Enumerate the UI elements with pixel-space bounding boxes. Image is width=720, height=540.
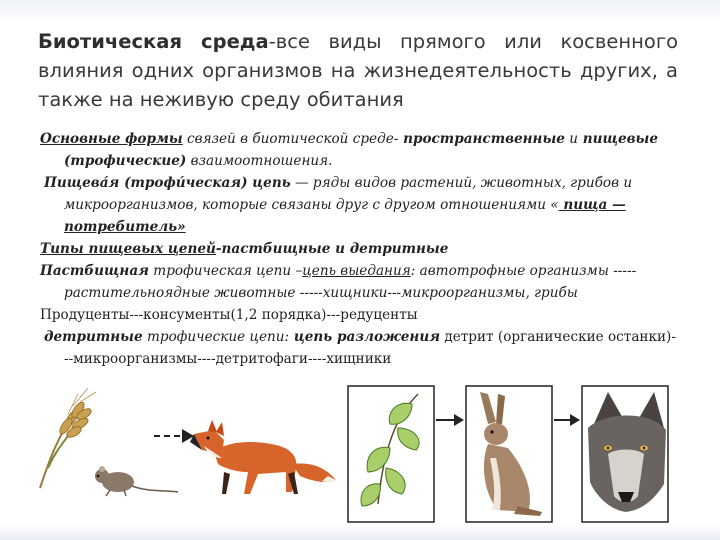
paragraph-food-chain [40, 172, 680, 238]
paragraph-main-forms [40, 128, 680, 172]
chain-types-list: -пастбищные и детритные [215, 241, 449, 257]
title-definition: -все виды прямого или косвенного влияния одних организмов на жизнедеятельность других, а также на неживую среду обитания [38, 30, 678, 111]
food-chain-definition: — ряды видов растений, животных, грибов и микроорганизмов, которые связаны друг с другом отношениями « [64, 175, 633, 213]
conjunction: и [564, 131, 579, 147]
leaves-illustration [348, 386, 434, 522]
chain-types-term: Типы пищевых цепей [40, 241, 216, 257]
detritus-sequence: детрит (органические останки)---микроорганизмы----детритофаги----хищники [64, 329, 676, 367]
paragraph-detritus-chain [40, 326, 680, 370]
decomposition-term: цепь разложения [289, 329, 441, 345]
paragraph-grazing-chain [40, 260, 680, 304]
detritus-text: трофические цепи: [142, 329, 290, 345]
trophic-term: пищевые (трофические) [64, 131, 659, 169]
grazing-chain-term: цепь выедания [302, 263, 411, 279]
food-consumer-term: пища — потребитель» [64, 197, 626, 235]
relations-text: взаимоотношения. [186, 153, 333, 169]
main-forms-term: Основные формы [40, 131, 183, 147]
food-chain-term: Пищева́я (трофи́ческая) цепь [44, 175, 291, 191]
paragraph-chain-types [40, 238, 680, 260]
title-term: Биотическая среда [38, 30, 269, 53]
grazing-chain-sequence: : автотрофные организмы -----растительноядные животные -----хищники---микроорганизмы, грибы [64, 263, 637, 301]
main-forms-text: связей в биотической среде- [182, 131, 399, 147]
slide-top-edge [0, 0, 720, 22]
food-chain-illustrations [18, 384, 708, 524]
paragraph-producers: Продуценты---консументы(1,2 порядка)---редуценты [40, 307, 418, 323]
spatial-term: пространственные [398, 131, 565, 147]
wolf-illustration [582, 386, 668, 522]
grazing-text: трофическая цепи – [148, 263, 303, 279]
slide-title [38, 27, 678, 114]
illustration-canvas [18, 384, 708, 524]
slide-bottom-edge [0, 524, 720, 540]
hare-illustration [466, 386, 552, 522]
slide-body [40, 128, 680, 370]
grazing-term: Пастбищная [40, 263, 149, 279]
detritus-term: детритные [44, 329, 143, 345]
